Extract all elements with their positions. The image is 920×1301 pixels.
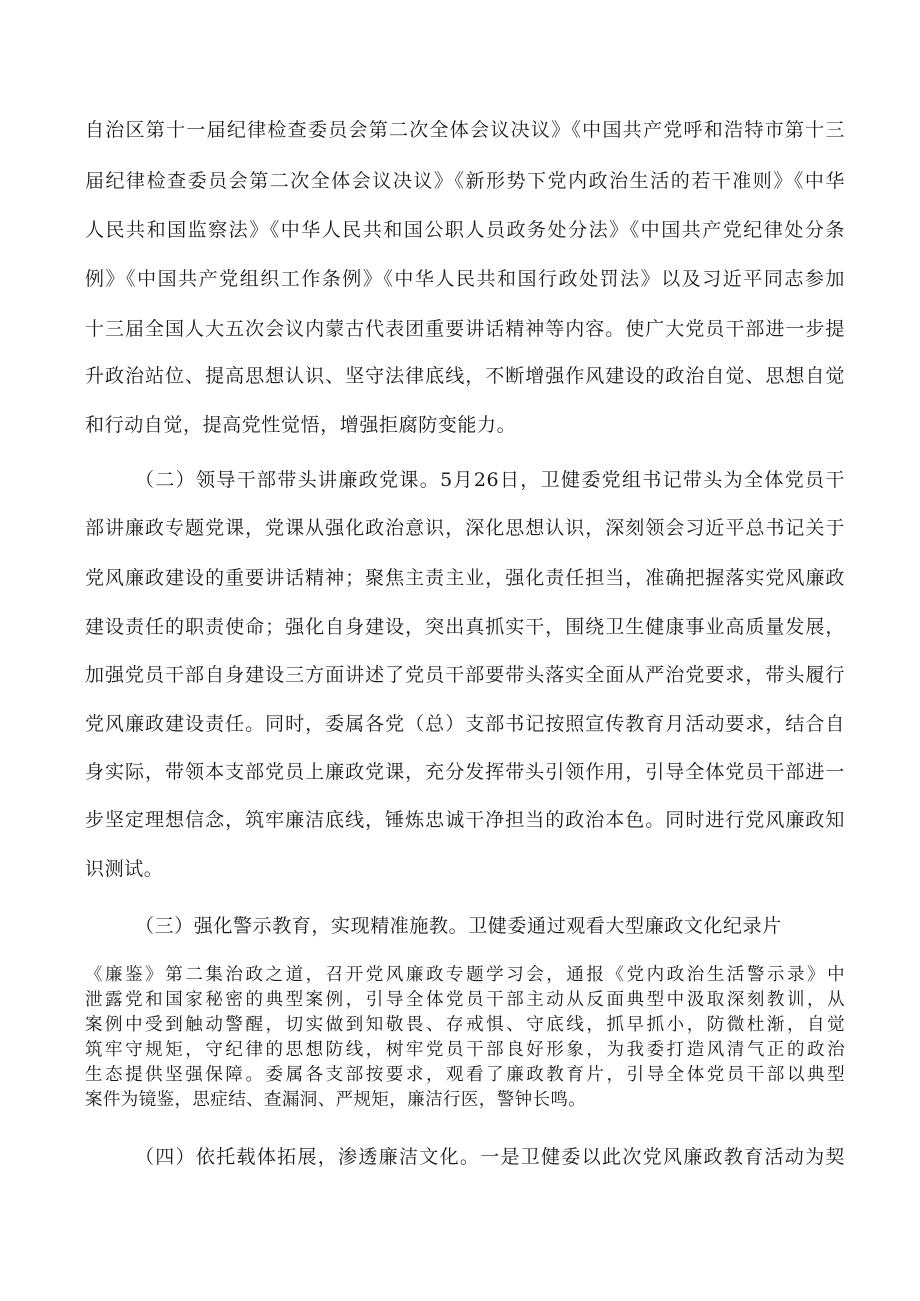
paragraph-1-line-2: 届纪律检查委员会第二次全体会议决议》《新形势下党内政治生活的若干准则》《中华 bbox=[85, 170, 845, 192]
paragraph-4-line-1: （四）依托载体拓展，渗透廉洁文化。一是卫健委以此次党风廉政教育活动为契 bbox=[135, 1146, 845, 1168]
paragraph-1-line-4: 例》《中国共产党组织工作条例》《中华人民共和国行政处罚法》以及习近平同志参加 bbox=[85, 268, 845, 290]
paragraph-3-line-5: 生态提供坚强保障。委属各支部按要求，观看了廉政教育片，引导全体党员干部以典型 bbox=[85, 1065, 845, 1085]
paragraph-2-line-7: 身实际，带领本支部党员上廉政党课，充分发挥带头引领作用，引导全体党员干部进一 bbox=[85, 761, 845, 783]
paragraph-2-line-2: 部讲廉政专题党课，党课从强化政治意识，深化思想认识，深刻领会习近平总书记关于 bbox=[85, 517, 845, 539]
paragraph-2-line-5: 加强党员干部自身建设三方面讲述了党员干部要带头落实全面从严治党要求，带头履行 bbox=[85, 664, 845, 686]
paragraph-3-line-3: 案例中受到触动警醒，切实做到知敬畏、存戒惧、守底线，抓早抓小，防微杜渐，自觉 bbox=[85, 1015, 845, 1035]
paragraph-1-line-6: 升政治站位、提高思想认识、坚守法律底线，不断增强作风建设的政治自觉、思想自觉 bbox=[85, 365, 845, 387]
paragraph-2-line-3: 党风廉政建设的重要讲话精神；聚焦主责主业，强化责任担当，准确把握落实党风廉政 bbox=[85, 567, 845, 589]
paragraph-2-line-4: 建设责任的职责使命；强化自身建设，突出真抓实干，围绕卫生健康事业高质量发展， bbox=[85, 616, 845, 638]
paragraph-3-line-4: 筑牢守规矩，守纪律的思想防线，树牢党员干部良好形象，为我委打造风清气正的政治 bbox=[85, 1040, 845, 1060]
paragraph-2-line-9: 识测试。 bbox=[85, 858, 164, 880]
paragraph-3-line-6: 案件为镜鉴，思症结、查漏洞、严规矩，廉洁行医，警钟长鸣。 bbox=[85, 1090, 587, 1110]
paragraph-1-line-7: 和行动自觉，提高党性觉悟，增强拒腐防变能力。 bbox=[85, 414, 517, 436]
paragraph-3-line-1: 《廉鉴》第二集治政之道，召开党风廉政专题学习会，通报《党内政治生活警示录》中 bbox=[85, 965, 845, 985]
paragraph-1-line-5: 十三届全国人大五次会议内蒙古代表团重要讲话精神等内容。使广大党员干部进一步提 bbox=[85, 318, 845, 340]
paragraph-1-line-1: 自治区第十一届纪律检查委员会第二次全体会议决议》《中国共产党呼和浩特市第十三 bbox=[85, 119, 845, 141]
paragraph-2-line-8: 步坚定理想信念，筑牢廉洁底线，锤炼忠诚干净担当的政治本色。同时进行党风廉政知 bbox=[85, 809, 845, 831]
paragraph-2-line-6: 党风廉政建设责任。同时，委属各党（总）支部书记按照宣传教育月活动要求，结合自 bbox=[85, 713, 845, 735]
paragraph-1-line-3: 人民共和国监察法》《中华人民共和国公职人员政务处分法》《中国共产党纪律处分条 bbox=[85, 219, 845, 241]
paragraph-3-heading-line: （三）强化警示教育，实现精准施教。卫健委通过观看大型廉政文化纪录片 bbox=[135, 915, 782, 937]
paragraph-3-line-2: 泄露党和国家秘密的典型案例，引导全体党员干部主动从反面典型中汲取深刻教训，从 bbox=[85, 990, 845, 1010]
paragraph-2-line-1: （二）领导干部带头讲廉政党课。5月26日，卫健委党组书记带头为全体党员干 bbox=[135, 469, 845, 491]
